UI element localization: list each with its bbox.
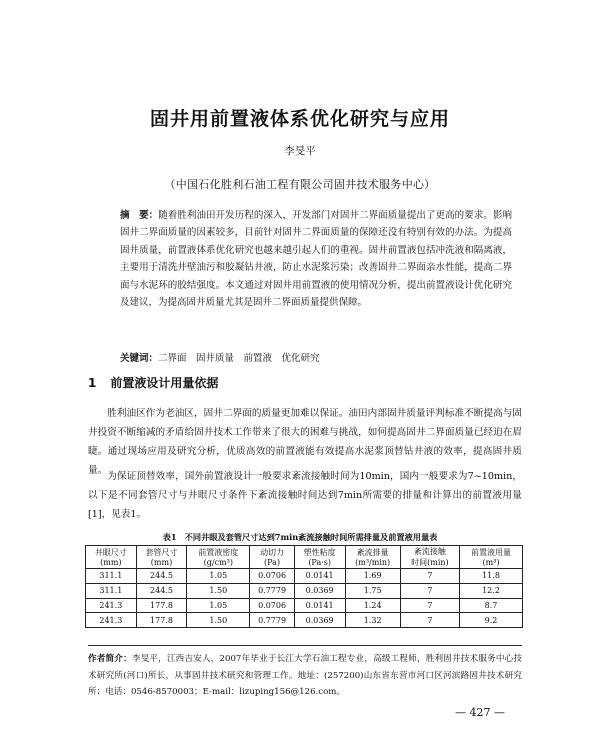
table-header-cell: 前置液密度 (g/cm³)	[187, 546, 250, 569]
table-row: 241.3 177.8 1.05 0.0706 0.0141 1.24 7 8.7	[86, 598, 523, 613]
section-number: 1	[88, 376, 97, 390]
table-header-cell: 紊流排量 (m³/min)	[345, 546, 400, 569]
table-caption: 表1 不同井眼及套管尺寸达到7min紊流接触时间所需排量及前置液用量表	[162, 532, 438, 542]
table-header-cell: 前置液用量 (m³)	[460, 546, 523, 569]
table-header-cell: 套管尺寸 (mm)	[136, 546, 187, 569]
paper-title: 固井用前置液体系优化研究与应用	[149, 108, 450, 130]
author-bio-footnote	[88, 651, 522, 701]
abstract	[120, 207, 512, 311]
footnote-label: 作者简介：	[88, 654, 132, 664]
author-name: 李旻平	[284, 145, 316, 157]
abstract-label: 摘 要：	[120, 210, 159, 221]
section-heading	[88, 374, 218, 391]
keywords-label: 关键词：	[120, 353, 159, 364]
table-header-cell: 塑性粘度 (Pa·s)	[294, 546, 345, 569]
footnote-text: 李旻平，江西吉安人，2007年毕业于长江大学石油工程专业，高级工程师，胜利固井技术服务中心技术研究所(河口)所长，从事固井技术研究和管理工作。地址：(257200)山东省东营市河口区河滨路固井技术研究所；电话：0546-8570003；E-mail：lizuping156@126.com。	[88, 654, 522, 697]
table-header-cell: 紊流接触 时间(min)	[400, 546, 459, 569]
table-row: 241.3 177.8 1.50 0.7779 0.0369 1.32 7 9.2	[86, 613, 523, 628]
abstract-text: 随着胜利油田开发历程的深入，开发部门对固井二界面质量提出了更高的要求。影响固井二界面质量的因素较多，目前针对固井二界面质量的保障还没有特别有效的办法。为提高固井质量，前置液体系优化研究也越来越引起人们的重视。固井前置液包括冲洗液和隔离液，主要用于清洗井壁油污和胶凝钻井液，防止水泥浆污染；改善固井二界面亲水性能，提高二界面与水泥环的胶结强度。本文通过对固井用前置液的使用情况分析，提出前置液设计优化研究及建议，为提高固井质量尤其是固井二界面质量提供保障。	[120, 210, 512, 309]
table-row: 311.1 244.5 1.50 0.7779 0.0369 1.75 7 12.2	[86, 583, 523, 598]
table-header-cell: 动切力 (Pa)	[250, 546, 295, 569]
paragraph-1: 胜利油区作为老油区，固井二界面的质量更加难以保证。油田内部固井质量评判标准不断提高与固井投资不断缩减的矛盾给固井技术工作带来了很大的困难与挑战，如何提高固井二界面质量已经迫在眉睫。通过现场应用及研究分析，优质高效的前置液能有效提高水泥浆顶替钻井液的效率，提高固井质量。	[88, 408, 522, 476]
keywords-text: 二界面 固井质量 前置液 优化研究	[158, 353, 320, 364]
keywords	[120, 350, 512, 364]
table-header-cell: 井眼尺寸 (mm)	[86, 546, 137, 569]
table-row: 311.1 244.5 1.05 0.0706 0.0141 1.69 7 11.8	[86, 569, 523, 584]
footnote-divider	[88, 645, 522, 646]
data-table	[85, 545, 523, 628]
section-title: 前置液设计用量依据	[110, 376, 219, 390]
page-number: — 427 —	[455, 706, 505, 719]
paragraph-2: 为保证顶替效率，国外前置液设计一般要求紊流接触时间为10min，国内一般要求为7~10min，以下是不同套管尺寸与井眼尺寸条件下紊流接触时间达到7min所需要的排量和计算出的前置液用量[1]，见表1。	[88, 471, 522, 520]
author-affiliation: （中国石化胜利石油工程有限公司固井技术服务中心）	[164, 178, 436, 191]
